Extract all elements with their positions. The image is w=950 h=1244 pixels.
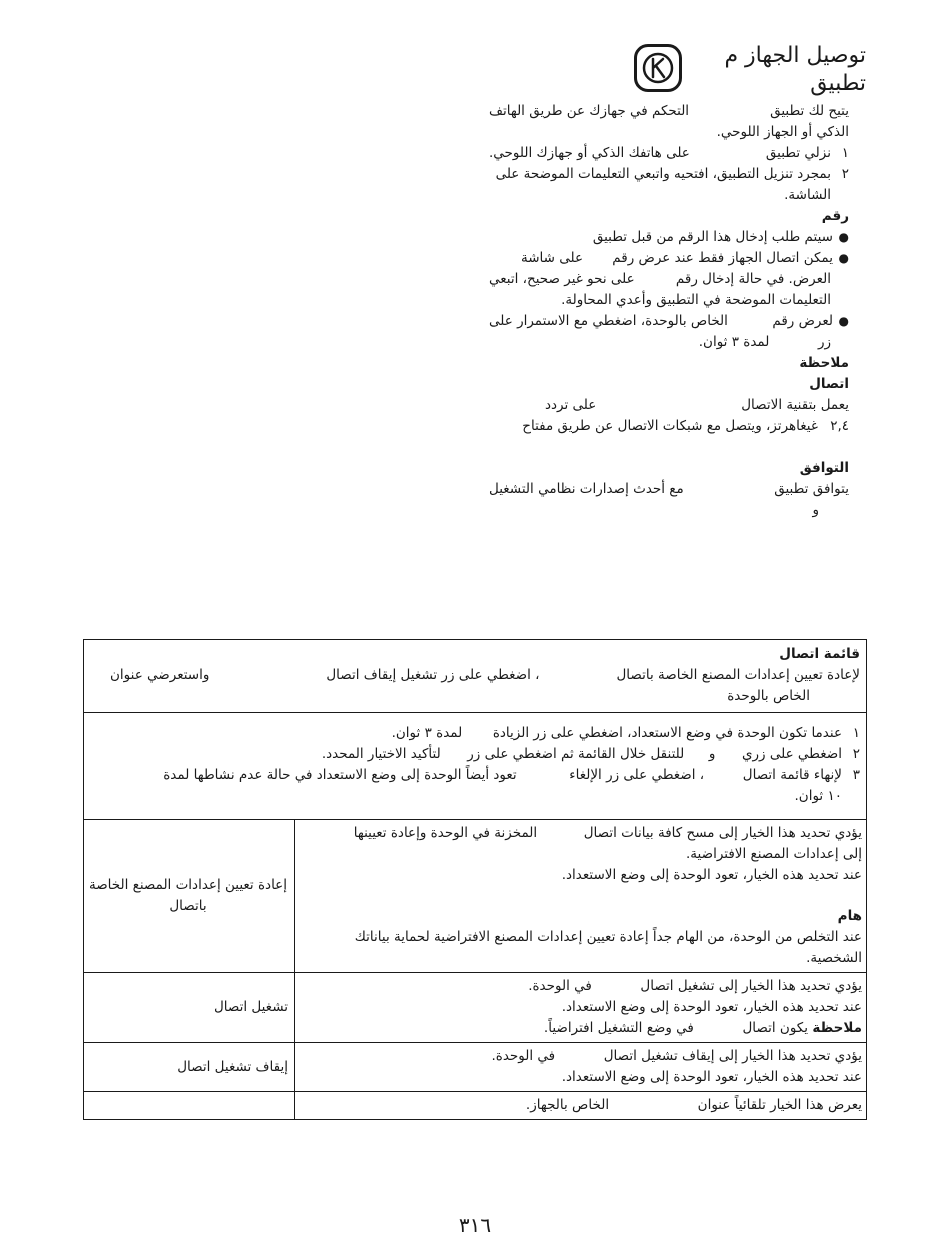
intro-line-1	[489, 101, 849, 122]
step-text: لإنهاء قائمة اتصال	[742, 767, 842, 783]
step-number: ١	[841, 145, 849, 161]
bullet-text: لمدة ٣ ثوان.	[698, 334, 770, 350]
intro-text: يتيح لك تطبيق	[770, 103, 849, 119]
intro-text: التحكم في جهازك عن طريق الهاتف	[489, 103, 690, 119]
connection-text: على تردد	[545, 397, 597, 413]
row-description	[295, 1043, 867, 1092]
table-row	[84, 973, 867, 1043]
row-text: الخاص بالجهاز.	[525, 1097, 610, 1113]
pin-bullet-2	[489, 248, 849, 269]
table-row	[84, 820, 867, 973]
row-line	[299, 1046, 862, 1067]
menu-text: ، اضغطي على زر تشغيل إيقاف اتصال	[326, 667, 540, 683]
step-text: نزلي تطبيق	[765, 145, 831, 161]
important-heading: هام	[837, 908, 862, 924]
step-number: ١	[852, 725, 860, 741]
pin-heading: رقم	[821, 208, 849, 224]
step-text: على هاتفك الذكي أو جهازك اللوحي.	[489, 145, 690, 161]
connection-line-2	[489, 416, 849, 437]
menu-step-2	[90, 744, 860, 765]
step-text: عندما تكون الوحدة في وضع الاستعداد، اضغطي على زر الزيادة	[492, 725, 842, 741]
menu-steps-cell	[84, 713, 867, 820]
row-text: المخزنة في الوحدة وإعادة تعيينها	[353, 825, 538, 841]
table-row	[84, 713, 867, 820]
row-text: يعرض هذا الخيار تلقائياً عنوان	[697, 1097, 862, 1113]
row-text: يكون اتصال	[742, 1020, 809, 1036]
row-text: يؤدي تحديد هذا الخيار إلى مسح كافة بيانات اتصال	[583, 825, 862, 841]
step-text: لمدة ٣ ثوان.	[391, 725, 463, 741]
pin-bullet-3	[489, 311, 849, 332]
row-line	[299, 823, 862, 844]
row-text: عند تحديد هذه الخيار، تعود الوحدة إلى وضع الاستعداد.	[561, 867, 862, 883]
bullet-text: زر	[817, 334, 831, 350]
compat-line-1	[489, 479, 849, 500]
title-line-1: توصيل الجهاز م	[724, 43, 866, 68]
row-text: في الوحدة.	[491, 1048, 556, 1064]
row-label: إيقاف تشغيل اتصال	[84, 1043, 295, 1092]
note-label: ملاحظة	[812, 1020, 862, 1036]
connection-menu-table	[83, 639, 867, 1120]
bullet-text: لعرض رقم	[772, 313, 833, 329]
bullet-icon: ●	[838, 251, 849, 265]
row-line	[299, 1095, 862, 1116]
menu-step-1	[90, 723, 860, 744]
compat-text: مع أحدث إصدارات نظامي التشغيل	[489, 481, 684, 497]
step-text: بمجرد تنزيل التطبيق، افتحيه واتبعي التعليمات الموضحة على	[495, 166, 831, 182]
pin-bullet-2-line-2	[489, 269, 849, 290]
row-text: عند التخلص من الوحدة، من الهام جداً إعادة تعيين إعدادات المصنع الافتراضية لحماية بياناتك	[354, 929, 862, 945]
connection-heading: اتصال	[809, 376, 849, 392]
step-text: الشاشة.	[784, 187, 831, 203]
bullet-text: العرض. في حالة إدخال رقم	[675, 271, 831, 287]
row-text: عند تحديد هذه الخيار، تعود الوحدة إلى وضع الاستعداد.	[561, 1069, 862, 1085]
compat-text: يتوافق تطبيق	[774, 481, 849, 497]
compat-heading: التوافق	[799, 460, 849, 476]
bullet-text: التعليمات الموضحة في التطبيق وأعدي المحاولة.	[561, 292, 831, 308]
note-heading: ملاحظة	[799, 355, 849, 371]
row-line	[299, 976, 862, 997]
intro-line-2: الذكي أو الجهاز اللوحي.	[716, 124, 849, 140]
menu-text: الخاص بالوحدة	[727, 688, 810, 704]
table-row	[84, 640, 867, 713]
row-text: يؤدي تحديد هذا الخيار إلى تشغيل اتصال	[640, 978, 862, 994]
connection-text: غيغاهرتز، ويتصل مع شبكات الاتصال عن طريق مفتاح	[522, 418, 818, 434]
menu-step-3	[90, 765, 860, 786]
step-2	[489, 164, 849, 185]
menu-intro-cell	[84, 640, 867, 713]
step-text: ١٠ ثوان.	[794, 788, 842, 804]
row-line	[299, 1018, 862, 1039]
row-text: في الوحدة.	[528, 978, 592, 994]
menu-text: واستعرضي عنوان	[110, 667, 210, 683]
bullet-text: على شاشة	[521, 250, 584, 266]
bullet-icon: ●	[838, 230, 849, 244]
compat-text: و	[812, 502, 819, 518]
step-number: ٣	[852, 767, 860, 783]
connection-text: يعمل بتقنية الاتصال	[741, 397, 849, 413]
row-label	[84, 1092, 295, 1120]
step-1	[489, 143, 849, 164]
table-row	[84, 1043, 867, 1092]
step-text: اضغطي على زري	[741, 746, 842, 762]
step-text: للتنقل خلال القائمة ثم اضغطي على زر	[467, 746, 685, 762]
step-number: ٢	[852, 746, 860, 762]
row-description	[295, 1092, 867, 1120]
title-line-2: تطبيق	[810, 71, 866, 96]
connection-text: ٢,٤	[830, 418, 849, 434]
row-label: تشغيل اتصال	[84, 973, 295, 1043]
page-number: ٣١٦	[458, 1213, 492, 1237]
bullet-text: الخاص بالوحدة، اضغطي مع الاستمرار على	[489, 313, 728, 329]
row-label: إعادة تعيين إعدادات المصنع الخاصة باتصال	[84, 820, 295, 973]
step-number: ٢	[841, 166, 849, 182]
bullet-text: يمكن اتصال الجهاز فقط عند عرض رقم	[612, 250, 833, 266]
bullet-text: على نحو غير صحيح، اتبعي	[489, 271, 635, 287]
pin-bullet-1	[489, 227, 849, 248]
bullet-text: سيتم طلب إدخال هذا الرقم من قبل تطبيق	[592, 229, 833, 245]
row-text: في وضع التشغيل افتراضياً.	[543, 1020, 694, 1036]
connection-line-1	[489, 395, 849, 416]
menu-line-1	[90, 665, 860, 686]
bullet-icon: ●	[838, 314, 849, 328]
menu-text: لإعادة تعيين إعدادات المصنع الخاصة باتصال	[616, 667, 860, 683]
page-title	[606, 42, 866, 98]
step-text: لتأكيد الاختيار المحدد.	[321, 746, 441, 762]
row-description	[295, 820, 867, 973]
menu-heading: قائمة اتصال	[779, 646, 860, 662]
menu-table	[83, 639, 867, 1120]
pin-bullet-3-line-2	[489, 332, 849, 353]
table-row	[84, 1092, 867, 1120]
intro-section	[489, 101, 849, 521]
row-description	[295, 973, 867, 1043]
row-text: عند تحديد هذه الخيار، تعود الوحدة إلى وضع الاستعداد.	[561, 999, 862, 1015]
row-text: الشخصية.	[806, 950, 862, 966]
step-text: تعود أيضاً الوحدة إلى وضع الاستعداد في حالة عدم نشاطها لمدة	[163, 767, 517, 783]
step-text: و	[708, 746, 716, 762]
step-text: ، اضغطي على زر الإلغاء	[569, 767, 705, 783]
row-text: يؤدي تحديد هذا الخيار إلى إيقاف تشغيل اتصال	[603, 1048, 862, 1064]
row-text: إلى إعدادات المصنع الافتراضية.	[686, 846, 862, 862]
